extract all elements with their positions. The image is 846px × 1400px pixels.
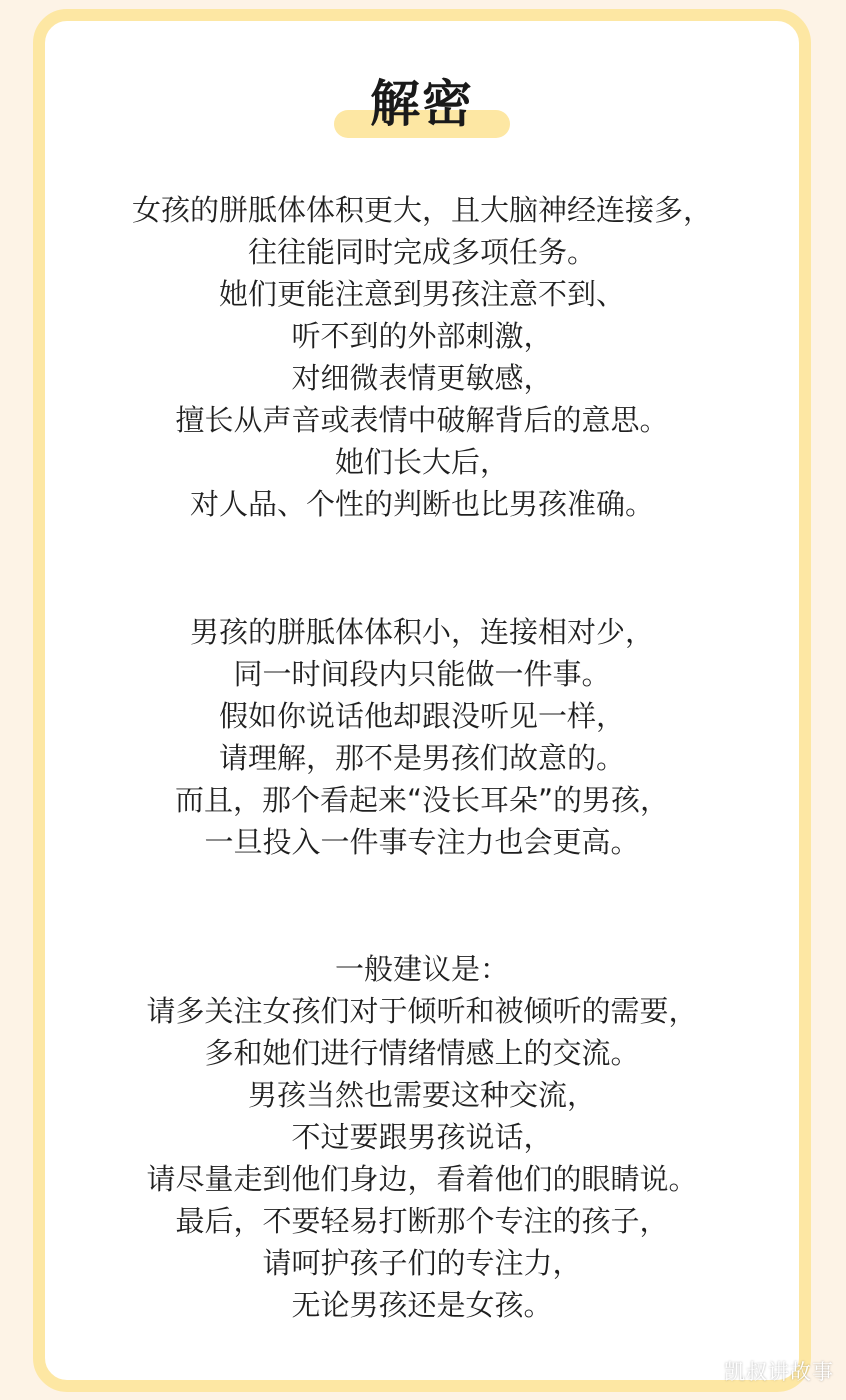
watermark: 凯叔讲故事 [724, 1360, 834, 1384]
paragraph-line: 假如你说话他却跟没听见一样， [218, 699, 625, 733]
paragraph-line: 多和她们进行情绪情感上的交流。 [204, 1036, 640, 1070]
content-card [33, 9, 811, 1392]
paragraph-line: 一般建议是： [334, 952, 509, 986]
paragraph-line: 女孩的胼胝体体积更大，且大脑神经连接多， [131, 193, 712, 227]
paragraph-line: 无论男孩还是女孩。 [291, 1288, 553, 1322]
paragraph-advice [45, 948, 799, 1326]
paragraph-line: 而且，那个看起来“没长耳朵”的男孩， [174, 783, 670, 817]
title-area [45, 74, 799, 134]
page-title: 解密 [370, 75, 474, 133]
paragraph-line: 擅长从声音或表情中破解背后的意思。 [175, 403, 669, 437]
paragraph-line: 对细微表情更敏感， [291, 361, 553, 395]
paragraph-line: 请理解，那不是男孩们故意的。 [218, 741, 625, 775]
paragraph-line: 对人品、个性的判断也比男孩准确。 [189, 487, 654, 521]
paragraph-line: 一旦投入一件事专注力也会更高。 [204, 825, 640, 859]
title-box [360, 74, 484, 134]
paragraph-line: 往往能同时完成多项任务。 [247, 235, 596, 269]
paragraph-girls [45, 189, 799, 525]
paragraph-line: 她们长大后， [334, 445, 509, 479]
paragraph-line: 男孩的胼胝体体积小，连接相对少， [189, 615, 654, 649]
paragraph-line: 请尽量走到他们身边，看着他们的眼睛说。 [146, 1162, 698, 1196]
paragraph-boys [45, 611, 799, 863]
paragraph-line: 她们更能注意到男孩注意不到、 [218, 277, 625, 311]
paragraph-line: 听不到的外部刺激， [291, 319, 553, 353]
paragraph-line: 请呵护孩子们的专注力， [262, 1246, 582, 1280]
paragraph-line: 同一时间段内只能做一件事。 [233, 657, 611, 691]
paragraph-line: 最后，不要轻易打断那个专注的孩子， [175, 1204, 669, 1238]
paragraph-line: 请多关注女孩们对于倾听和被倾听的需要， [146, 994, 698, 1028]
paragraph-line: 不过要跟男孩说话， [291, 1120, 553, 1154]
paragraph-line: 男孩当然也需要这种交流， [247, 1078, 596, 1112]
